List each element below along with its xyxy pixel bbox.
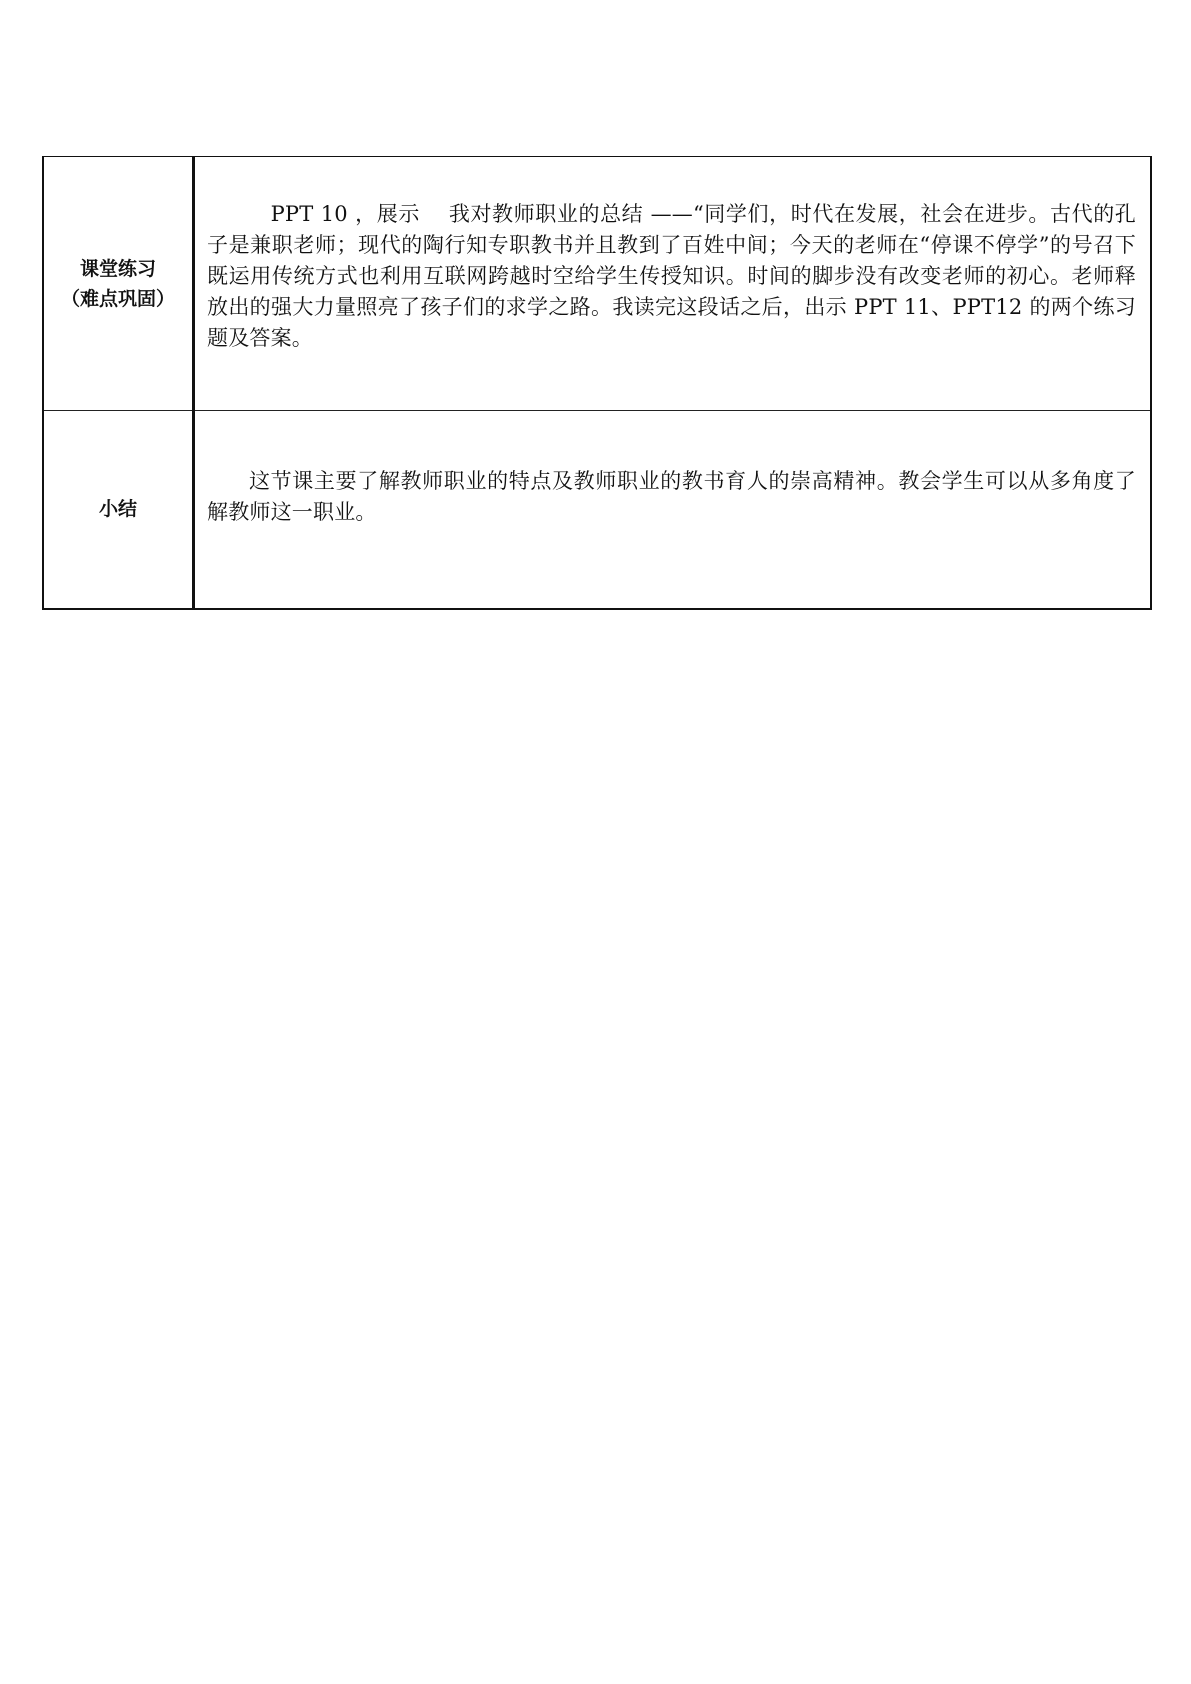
table-row-classroom-practice [43,157,1151,411]
row-content-cell [194,411,1152,609]
row-content-cell [194,157,1152,411]
practice-paragraph: PPT 10 ，展示 我对教师职业的总结 ——“同学们，时代在发展，社会在进步。古代的孔子是兼职老师；现代的陶行知专职教书并且教到了百姓中间；今天的老师在“停课不停学”的号召下既运用传统方式也利用互联网跨越时空给学生传授知识。时间的脚步没有改变老师的初心。老师释放出的强大力量照亮了孩子们的求学之路。我读完这段话之后，出示 PPT 11、PPT12 的两个练习题及答案。 [207,202,1136,350]
summary-paragraph: 这节课主要了解教师职业的特点及教师职业的教书育人的崇高精神。教会学生可以从多角度了解教师这一职业。 [207,469,1136,525]
row-label-practice: 课堂练习 [79,257,156,280]
table-row-summary [43,411,1151,609]
lesson-plan-table [42,156,1152,610]
row-label-practice-sub: （难点巩固） [60,287,175,310]
row-label-cell [43,411,194,609]
row-label-summary: 小结 [98,498,137,521]
row-label-cell [43,157,194,411]
